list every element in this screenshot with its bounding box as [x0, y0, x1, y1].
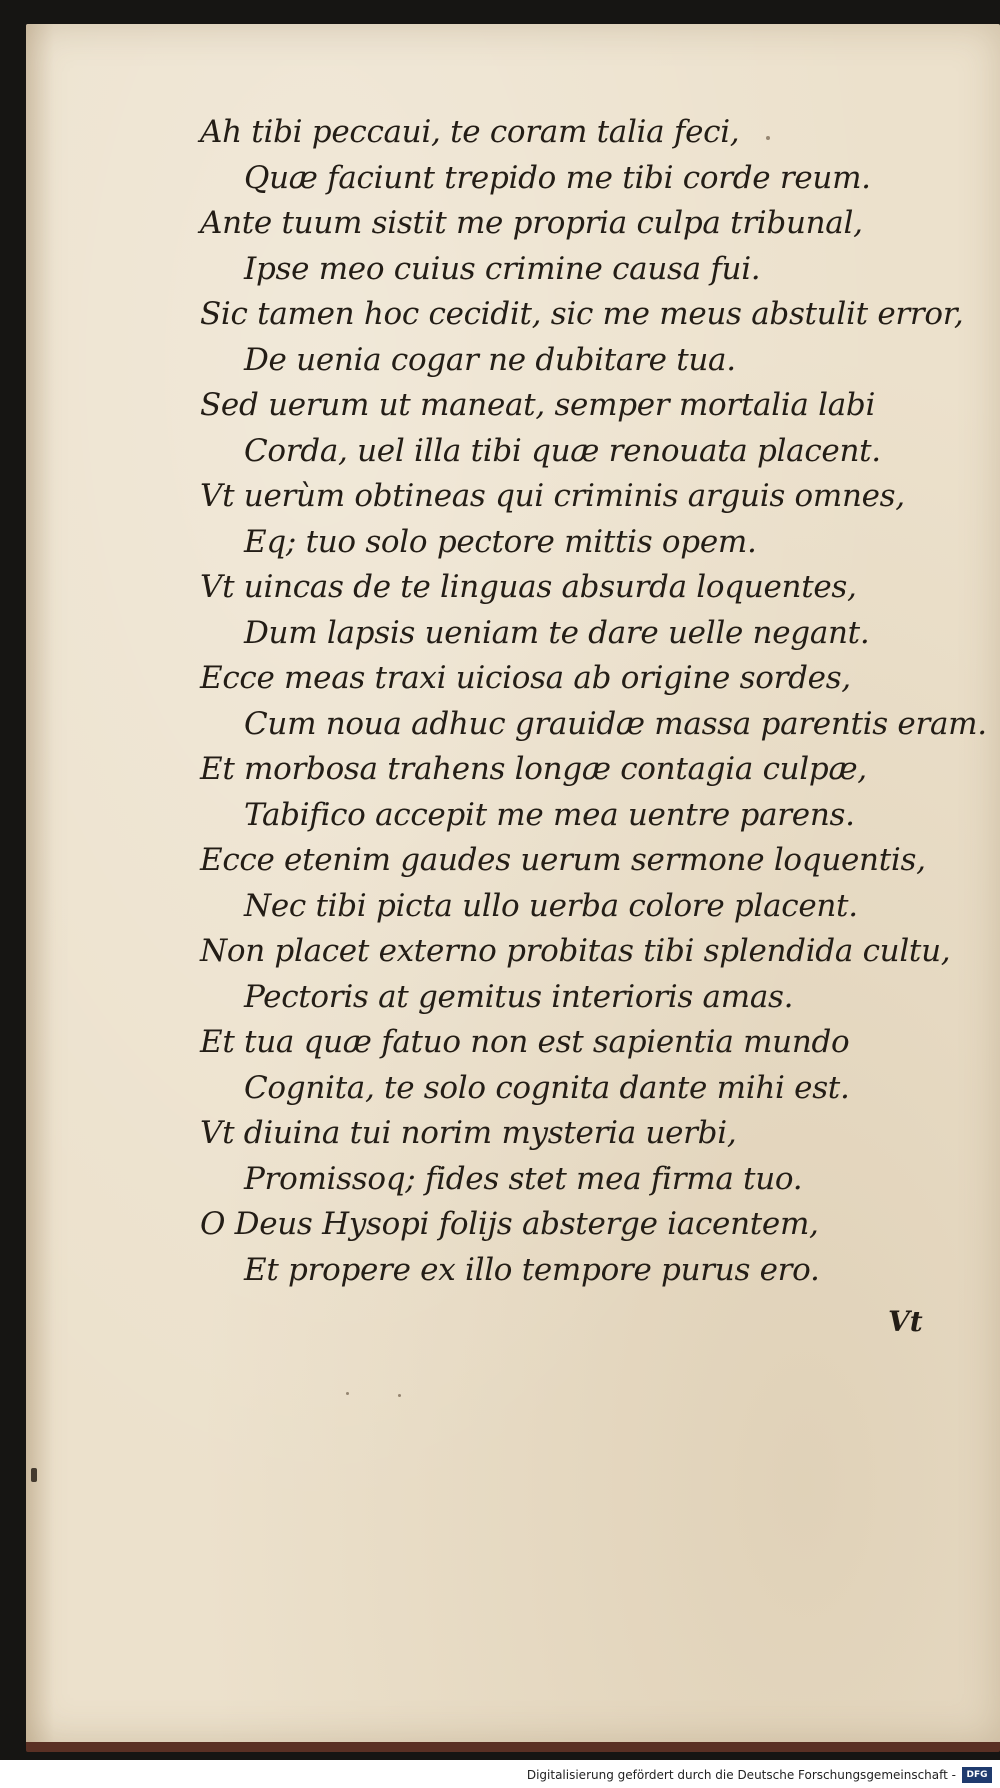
verse-line: Ante tuum sistit me propria culpa tribunal,: [200, 205, 863, 241]
verse-line: Promissoq; fides stet mea firma tuo.: [244, 1160, 803, 1197]
verse-line: O Deus Hysopi folijs absterge iacentem,: [200, 1206, 819, 1242]
verse-line: Ah tibi peccaui, te coram talia feci,: [200, 114, 740, 150]
verse-line: Ipse meo cuius crimine causa fui.: [244, 250, 761, 287]
verse-line: Ecce meas traxi uiciosa ab origine sordes,: [200, 660, 851, 696]
verse-line: De uenia cogar ne dubitare tua.: [244, 341, 736, 378]
verse-line: Cognita, te solo cognita dante mihi est.: [244, 1069, 850, 1106]
verse-line: Corda, uel illa tibi quæ renouata placent.: [244, 432, 881, 469]
verse-line: Et propere ex illo tempore purus ero.: [244, 1251, 820, 1288]
catchword: Vt: [888, 1305, 923, 1338]
verse-line: Vt uincas de te linguas absurda loquentes,: [200, 569, 857, 605]
verse-line: Pectoris at gemitus interioris amas.: [244, 978, 794, 1015]
verse-line: Sed uerum ut maneat, semper mortalia labi: [200, 387, 876, 423]
verse-line: Eq; tuo solo pectore mittis opem.: [244, 523, 757, 560]
ink-speck: [398, 1394, 401, 1397]
verse-line: Sic tamen hoc cecidit, sic me meus abstulit error,: [200, 296, 964, 332]
verse-line: Nec tibi picta ullo uerba colore placent.: [244, 887, 858, 924]
verse-line: Vt diuina tui norim mysteria uerbi,: [200, 1115, 737, 1151]
verse-line: Quæ faciunt trepido me tibi corde reum.: [244, 159, 871, 196]
verse-line: Non placet externo probitas tibi splendida cultu,: [200, 933, 951, 969]
verse-line: Et tua quæ fatuo non est sapientia mundo: [200, 1024, 850, 1060]
ink-speck: [31, 1468, 37, 1482]
verse-line: Vt uerùm obtineas qui criminis arguis omnes,: [200, 478, 905, 514]
dfg-logo-icon: DFG: [962, 1767, 992, 1783]
verse-line: Cum noua adhuc grauidæ massa parentis eram.: [244, 705, 987, 742]
verse-line: Ecce etenim gaudes uerum sermone loquentis,: [200, 842, 926, 878]
funding-credit: Digitalisierung gefördert durch die Deutsche Forschungsgemeinschaft -: [526, 1768, 956, 1782]
verse-line: Tabifico accepit me mea uentre parens.: [244, 796, 855, 833]
verse-line: Dum lapsis ueniam te dare uelle negant.: [244, 614, 870, 651]
poem-text: [200, 110, 987, 1293]
verse-line: Et morbosa trahens longæ contagia culpæ,: [200, 751, 867, 787]
footer-bar: [0, 1760, 1000, 1788]
ink-speck: [346, 1392, 349, 1395]
